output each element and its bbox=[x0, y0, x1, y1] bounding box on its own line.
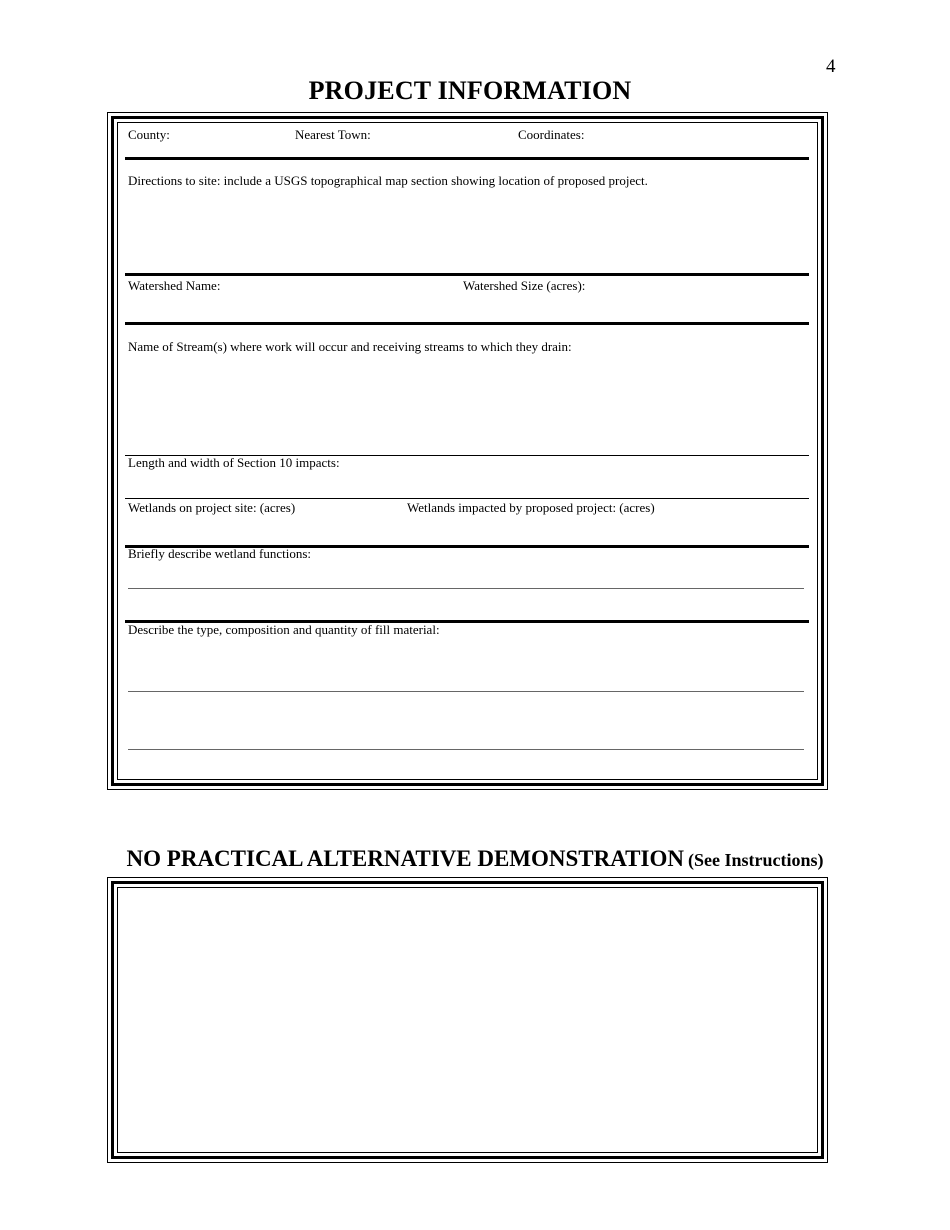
form-frame-inner bbox=[117, 122, 818, 780]
divider bbox=[125, 157, 809, 160]
stream-names-field[interactable]: Name of Stream(s) where work will occur and receiving streams to which they drain: bbox=[128, 339, 572, 354]
wetland-functions-field[interactable]: Briefly describe wetland functions: bbox=[128, 546, 312, 561]
divider bbox=[125, 273, 809, 276]
divider bbox=[125, 498, 809, 499]
watershed-name-field[interactable]: Watershed Name: bbox=[128, 278, 221, 293]
see-instructions-note: (See Instructions) bbox=[687, 850, 824, 870]
directions-field[interactable]: Directions to site: include a USGS topographical map section showing location of proposed project. bbox=[128, 173, 648, 188]
answer-line[interactable] bbox=[128, 749, 804, 750]
wetlands-on-site-field[interactable]: Wetlands on project site: (acres) bbox=[128, 500, 296, 515]
wetlands-impacted-field[interactable]: Wetlands impacted by proposed project: (acres) bbox=[407, 500, 655, 515]
alternative-demonstration-title bbox=[0, 846, 950, 872]
box-frame-inner bbox=[117, 887, 818, 1153]
project-information-title: PROJECT INFORMATION bbox=[308, 76, 632, 105]
divider bbox=[125, 322, 809, 325]
answer-line[interactable] bbox=[128, 588, 804, 589]
answer-line[interactable] bbox=[128, 691, 804, 692]
page-number: 4 bbox=[826, 56, 836, 77]
fill-material-field[interactable]: Describe the type, composition and quantity of fill material: bbox=[128, 622, 440, 637]
nearest-town-field[interactable]: Nearest Town: bbox=[295, 127, 371, 142]
watershed-size-field[interactable]: Watershed Size (acres): bbox=[463, 278, 586, 293]
county-field[interactable]: County: bbox=[128, 127, 170, 142]
coordinates-field[interactable]: Coordinates: bbox=[518, 127, 585, 142]
alternative-demonstration-heading: NO PRACTICAL ALTERNATIVE DEMONSTRATION bbox=[126, 846, 684, 871]
section-10-impacts-field[interactable]: Length and width of Section 10 impacts: bbox=[128, 455, 340, 470]
